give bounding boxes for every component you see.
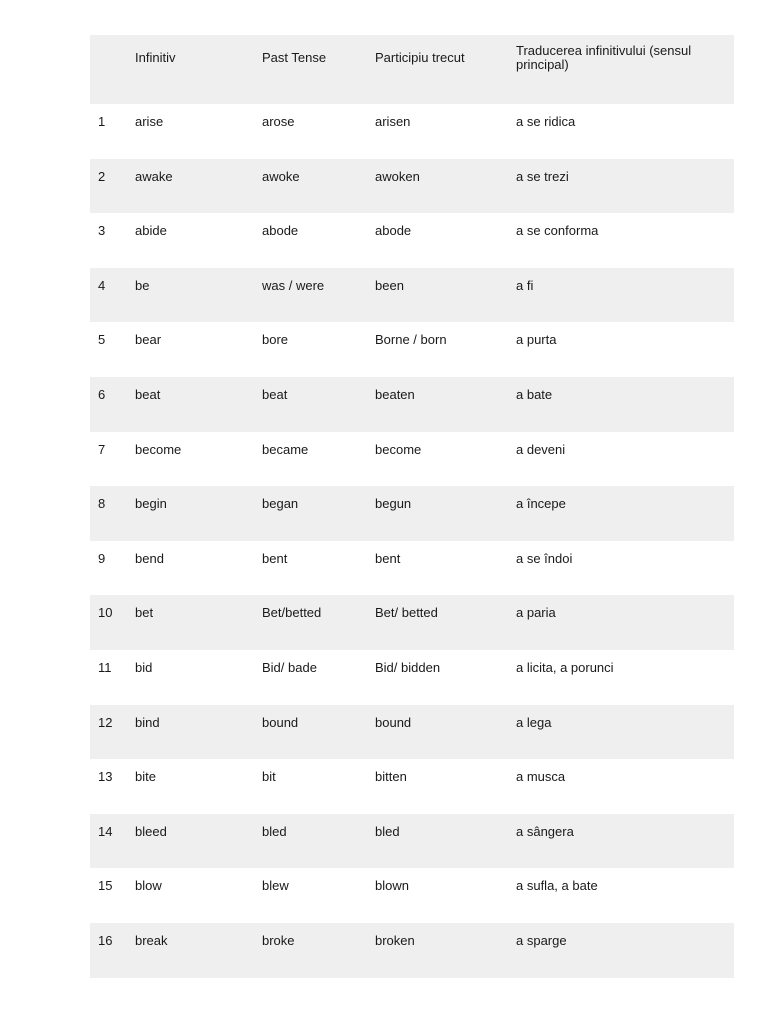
cell-infinitive: arise (135, 114, 164, 129)
cell-past-tense: bore (262, 332, 289, 348)
cell-translation: a deveni (516, 441, 566, 457)
cell-row-number: 12 (98, 714, 113, 730)
cell-infinitive: bid (135, 659, 153, 675)
header-infinitive: Infinitiv (135, 50, 176, 65)
cell-infinitive: become (135, 441, 182, 457)
cell-row-number: 1 (98, 114, 106, 129)
cell-infinitive: bend (135, 550, 164, 566)
table-row (90, 759, 734, 814)
cell-past-participle: beaten (375, 386, 415, 402)
cell-past-participle: begun (375, 496, 412, 512)
cell-past-participle: awoken (375, 168, 420, 184)
cell-past-tense: began (262, 496, 299, 512)
cell-row-number: 14 (98, 823, 113, 839)
cell-past-tense: blew (262, 878, 289, 894)
table-row (90, 595, 734, 650)
cell-translation: a fi (516, 277, 534, 293)
cell-infinitive: bear (135, 332, 162, 348)
cell-translation: a sufla, a bate (516, 878, 598, 894)
irregular-verbs-table (90, 35, 734, 978)
cell-infinitive: begin (135, 496, 167, 512)
cell-infinitive: blow (135, 878, 162, 894)
table-row (90, 705, 734, 760)
cell-past-participle: arisen (375, 114, 411, 129)
cell-past-tense: bled (262, 823, 287, 839)
cell-translation: a purta (516, 332, 557, 348)
cell-row-number: 6 (98, 386, 106, 402)
cell-row-number: 4 (98, 277, 106, 293)
cell-past-tense: bit (262, 769, 276, 785)
cell-past-participle: bent (375, 550, 401, 566)
cell-translation: a licita, a porunci (516, 659, 614, 675)
cell-translation: a se conforma (516, 223, 599, 239)
cell-row-number: 7 (98, 441, 106, 457)
table-header-row (90, 35, 734, 104)
table-row (90, 923, 734, 978)
cell-infinitive: bleed (135, 823, 167, 839)
cell-translation: a lega (516, 714, 552, 730)
cell-infinitive: bind (135, 714, 160, 730)
cell-row-number: 10 (98, 605, 113, 621)
cell-past-participle: bled (375, 823, 400, 839)
cell-past-tense: arose (262, 114, 295, 129)
cell-row-number: 3 (98, 223, 106, 239)
table-row (90, 104, 734, 159)
cell-row-number: 13 (98, 769, 113, 785)
cell-infinitive: awake (135, 168, 173, 184)
cell-past-tense: bent (262, 550, 288, 566)
cell-row-number: 2 (98, 168, 106, 184)
cell-past-participle: become (375, 441, 422, 457)
cell-past-participle: abode (375, 223, 412, 239)
cell-past-tense: was / were (262, 277, 325, 293)
cell-translation: a se îndoi (516, 550, 573, 566)
cell-translation: a se trezi (516, 168, 569, 184)
cell-translation: a sângera (516, 823, 574, 839)
cell-infinitive: abide (135, 223, 167, 239)
table-row (90, 868, 734, 923)
table-row (90, 486, 734, 541)
cell-past-participle: blown (375, 878, 409, 894)
table-row (90, 213, 734, 268)
cell-infinitive: be (135, 277, 150, 293)
table-row (90, 322, 734, 377)
cell-translation: a se ridica (516, 114, 576, 129)
header-past-tense: Past Tense (262, 50, 327, 65)
cell-past-tense: awoke (262, 168, 300, 184)
cell-row-number: 9 (98, 550, 106, 566)
cell-past-participle: Bid/ bidden (375, 659, 441, 675)
header-past-participle: Participiu trecut (375, 50, 465, 65)
cell-past-tense: Bet/betted (262, 605, 322, 621)
cell-past-tense: beat (262, 386, 288, 402)
cell-past-participle: been (375, 277, 404, 293)
cell-past-tense: became (262, 441, 309, 457)
table-row (90, 159, 734, 214)
cell-row-number: 16 (98, 932, 113, 948)
cell-infinitive: bite (135, 769, 156, 785)
cell-past-tense: Bid/ bade (262, 659, 317, 675)
cell-past-participle: Borne / born (375, 332, 447, 348)
cell-past-tense: broke (262, 932, 295, 948)
table-row (90, 541, 734, 596)
cell-infinitive: bet (135, 605, 154, 621)
cell-row-number: 15 (98, 878, 113, 894)
cell-translation: a începe (516, 496, 566, 512)
table-body (90, 104, 734, 978)
cell-row-number: 11 (98, 659, 112, 675)
cell-translation: a paria (516, 605, 556, 621)
cell-past-participle: broken (375, 932, 415, 948)
cell-translation: a bate (516, 386, 553, 402)
table-row (90, 650, 734, 705)
cell-translation: a sparge (516, 932, 567, 948)
cell-past-participle: bound (375, 714, 412, 730)
cell-row-number: 8 (98, 496, 106, 512)
cell-past-tense: abode (262, 223, 299, 239)
table-row (90, 268, 734, 323)
cell-translation: a musca (516, 769, 566, 785)
table-row (90, 432, 734, 487)
header-translation: Traducerea infinitivului (sensul principal) (516, 43, 692, 72)
table-row (90, 814, 734, 869)
cell-infinitive: break (135, 932, 168, 948)
table-row (90, 377, 734, 432)
cell-row-number: 5 (98, 332, 106, 348)
cell-past-participle: bitten (375, 769, 407, 785)
cell-past-tense: bound (262, 714, 299, 730)
cell-infinitive: beat (135, 386, 161, 402)
cell-past-participle: Bet/ betted (375, 605, 438, 621)
